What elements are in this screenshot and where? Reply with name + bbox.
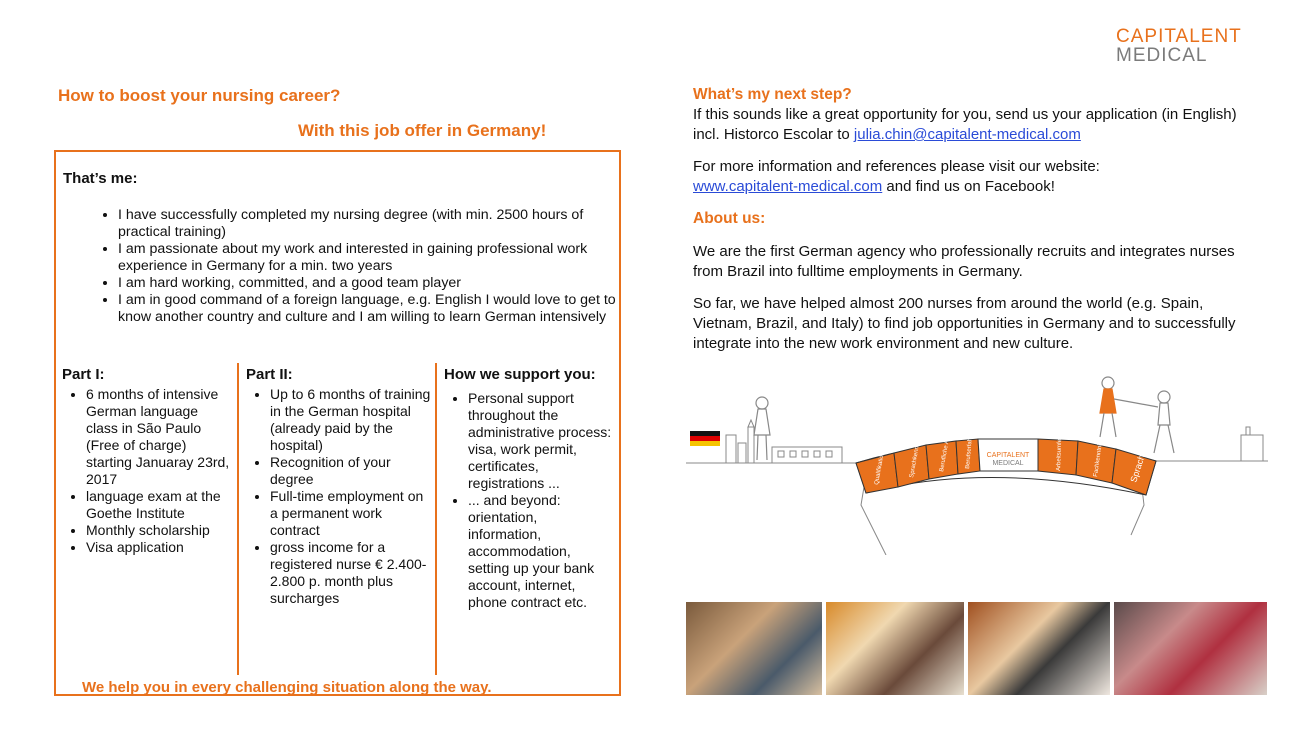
help-footer-text: We help you in every challenging situation along the way.	[82, 679, 492, 696]
list-item: • language exam at the Goethe Institute	[86, 488, 232, 522]
list-item: • gross income for a registered nurse € 2.400-2.800 p. month plus surcharges	[270, 539, 432, 607]
part-1-title: Part I:	[62, 366, 105, 383]
flag-germany-icon	[690, 431, 720, 446]
list-item: • Visa application	[86, 539, 232, 556]
list-item: • Full-time employment on a permanent work contract	[270, 488, 432, 539]
woman-figure-icon	[754, 397, 770, 460]
people-shaking-hands-icon	[1100, 377, 1174, 453]
profile-bullet-list	[92, 207, 638, 326]
list-item: • I am passionate about my work and interested in gaining professional work experience in Germany for a min. two years	[118, 241, 638, 275]
photo-group-students	[686, 602, 822, 695]
email-link[interactable]: julia.chin@capitalent-medical.com	[853, 126, 1081, 143]
company-logo	[1116, 27, 1242, 65]
photo-airport-arrival	[1114, 602, 1267, 695]
about-paragraph-1: We are the first German agency who professionally recruits and integrates nurses from Brazil into fulltime employments in Germany.	[693, 243, 1235, 280]
logo-line-1: CAPITALENT	[1116, 26, 1242, 47]
list-item: • I have successfully completed my nursing degree (with min. 2500 hours of practical training)	[118, 207, 638, 241]
support-column	[444, 365, 614, 611]
website-link[interactable]: www.capitalent-medical.com	[693, 178, 883, 195]
bridge-panel-label: Arbeitsumfeld Visum	[1056, 415, 1064, 472]
list-item: • ... and beyond: orientation, information, accommodation, setting up your bank account, internet, phone contract etc.	[468, 492, 614, 611]
bridge-logo-line-2: MEDICAL	[992, 460, 1024, 467]
about-paragraph-2: So far, we have helped almost 200 nurses from around the world (e.g. Spain, Vietnam, Brazil, and Italy) to find job opportunities in Germany and to successfully integrate into the new work environment and new culture.	[693, 295, 1236, 352]
heading-job-offer: With this job offer in Germany!	[298, 121, 547, 140]
thats-me-heading: That’s me:	[63, 170, 138, 187]
more-info-paragraph	[693, 157, 1258, 197]
column-divider	[237, 363, 239, 675]
list-item: • Up to 6 months of training in the German hospital (already paid by the hospital)	[270, 386, 432, 454]
facebook-text: and find us on Facebook!	[886, 178, 1055, 195]
photo-classroom	[826, 602, 964, 695]
bridge-illustration	[686, 365, 1268, 555]
list-item: • I am hard working, committed, and a good team player	[118, 275, 638, 292]
list-item: • I am in good command of a foreign language, e.g. English I would love to get to know another country and culture and I am willing to learn German intensively	[118, 292, 638, 326]
list-item: • Recognition of your degree	[270, 454, 432, 488]
logo-line-2: MEDICAL	[1116, 45, 1208, 66]
about-us-heading: About us:	[693, 210, 766, 227]
bridge-panel-label: Berufserfahrung	[965, 425, 975, 470]
bridge-panel-label: Fachkenntnisse	[1093, 434, 1105, 478]
list-item: • Monthly scholarship	[86, 522, 232, 539]
bridge-panel-label: Sprache	[1128, 448, 1149, 484]
more-info-text: For more information and references please visit our website:	[693, 158, 1100, 175]
column-divider	[435, 363, 437, 675]
right-city-skyline	[1131, 427, 1268, 535]
list-item: • Personal support throughout the administrative process: visa, work permit, certificates, registrations ...	[468, 390, 614, 492]
bridge-logo-line-1: CAPITALENT	[986, 452, 1030, 459]
part-2-title: Part II:	[246, 366, 293, 383]
part-2-column	[246, 365, 432, 607]
next-step-heading: What’s my next step?	[693, 86, 852, 103]
support-title: How we support you:	[444, 366, 596, 383]
part-1-column	[62, 365, 232, 556]
bridge-panel-label: Sprachkenntnisse	[909, 430, 924, 479]
next-step-text: If this sounds like a great opportunity for you, send us your application (in English) incl. Historco Escolar to	[693, 106, 1237, 143]
list-item: • 6 months of intensive German language class in São Paulo (Free of charge) starting Januaray 23rd, 2017	[86, 386, 232, 488]
heading-boost-career: How to boost your nursing career?	[58, 86, 341, 105]
photo-certificates	[968, 602, 1110, 695]
next-step-paragraph	[693, 105, 1258, 145]
bridge-panel-label: Qualifikation	[874, 451, 886, 486]
bridge-panel-label: Berufliche Anerkennung	[939, 408, 957, 473]
